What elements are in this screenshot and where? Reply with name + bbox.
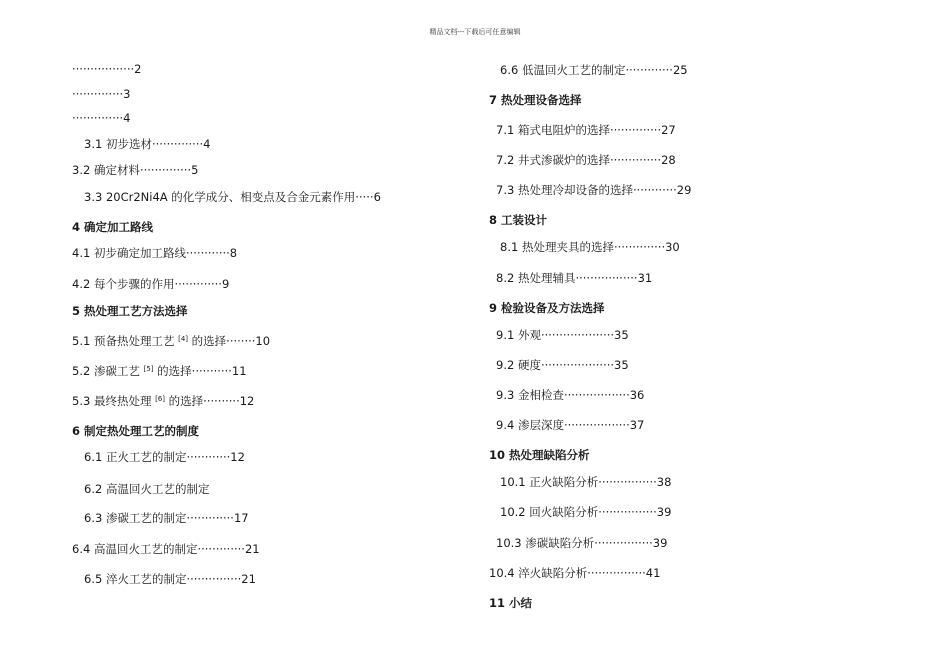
toc-chapter-heading: 5 热处理工艺方法选择 <box>72 304 188 318</box>
toc-chapter-heading: 10 热处理缺陷分析 <box>489 448 590 462</box>
toc-entry: 9.1 外观····················35 <box>496 328 629 342</box>
toc-entry: 8.1 热处理夹具的选择··············30 <box>500 240 680 254</box>
toc-entry: 7.3 热处理冷却设备的选择············29 <box>496 183 692 197</box>
citation-ref: [5] <box>143 365 154 373</box>
toc-entry: ·················2 <box>72 62 142 76</box>
toc-entry: 9.4 渗层深度··················37 <box>496 418 645 432</box>
toc-entry: 6.1 正火工艺的制定············12 <box>84 450 245 464</box>
toc-entry: 6.4 高温回火工艺的制定·············21 <box>72 542 260 556</box>
toc-entry: ··············4 <box>72 111 131 125</box>
toc-entry: ··············3 <box>72 87 131 101</box>
toc-entry: 3.2 确定材料··············5 <box>72 163 199 177</box>
toc-entry: 6.5 淬火工艺的制定···············21 <box>84 572 256 586</box>
toc-chapter-heading: 8 工装设计 <box>489 213 548 227</box>
citation-ref: [4] <box>178 335 189 343</box>
toc-entry: 10.3 渗碳缺陷分析················39 <box>496 536 668 550</box>
toc-entry: 7.1 箱式电阻炉的选择··············27 <box>496 123 676 137</box>
toc-entry: 5.3 最终热处理 [6] 的选择··········12 <box>72 394 255 408</box>
citation-ref: [6] <box>155 395 166 403</box>
toc-entry: 4.1 初步确定加工路线············8 <box>72 246 238 260</box>
toc-entry: 7.2 井式渗碳炉的选择··············28 <box>496 153 676 167</box>
toc-entry: 3.1 初步选材··············4 <box>84 137 211 151</box>
toc-entry: 10.1 正火缺陷分析················38 <box>500 475 672 489</box>
toc-entry: 8.2 热处理辅具·················31 <box>496 271 653 285</box>
toc-entry: 5.1 预备热处理工艺 [4] 的选择········10 <box>72 334 271 348</box>
toc-chapter-heading: 9 检验设备及方法选择 <box>489 301 605 315</box>
page-header: 精品文档---下载后可任意编辑 <box>429 28 521 36</box>
toc-chapter-heading: 4 确定加工路线 <box>72 220 154 234</box>
toc-entry: 5.2 渗碳工艺 [5] 的选择···········11 <box>72 364 247 378</box>
toc-entry: 10.4 淬火缺陷分析················41 <box>489 566 661 580</box>
toc-entry: 10.2 回火缺陷分析················39 <box>500 505 672 519</box>
toc-entry: 3.3 20Cr2Ni4A 的化学成分、相变点及合金元素作用·····6 <box>84 190 381 204</box>
toc-chapter-heading: 7 热处理设备选择 <box>489 93 582 107</box>
toc-entry: 4.2 每个步骤的作用·············9 <box>72 277 230 291</box>
toc-entry: 6.6 低温回火工艺的制定·············25 <box>500 63 688 77</box>
toc-chapter-heading: 11 小结 <box>489 596 533 610</box>
toc-entry: 6.3 渗碳工艺的制定·············17 <box>84 511 249 525</box>
toc-entry: 9.2 硬度····················35 <box>496 358 629 372</box>
toc-entry: 9.3 金相检查··················36 <box>496 388 645 402</box>
toc-chapter-heading: 6 制定热处理工艺的制度 <box>72 424 200 438</box>
toc-entry: 6.2 高温回火工艺的制定 <box>84 482 210 496</box>
